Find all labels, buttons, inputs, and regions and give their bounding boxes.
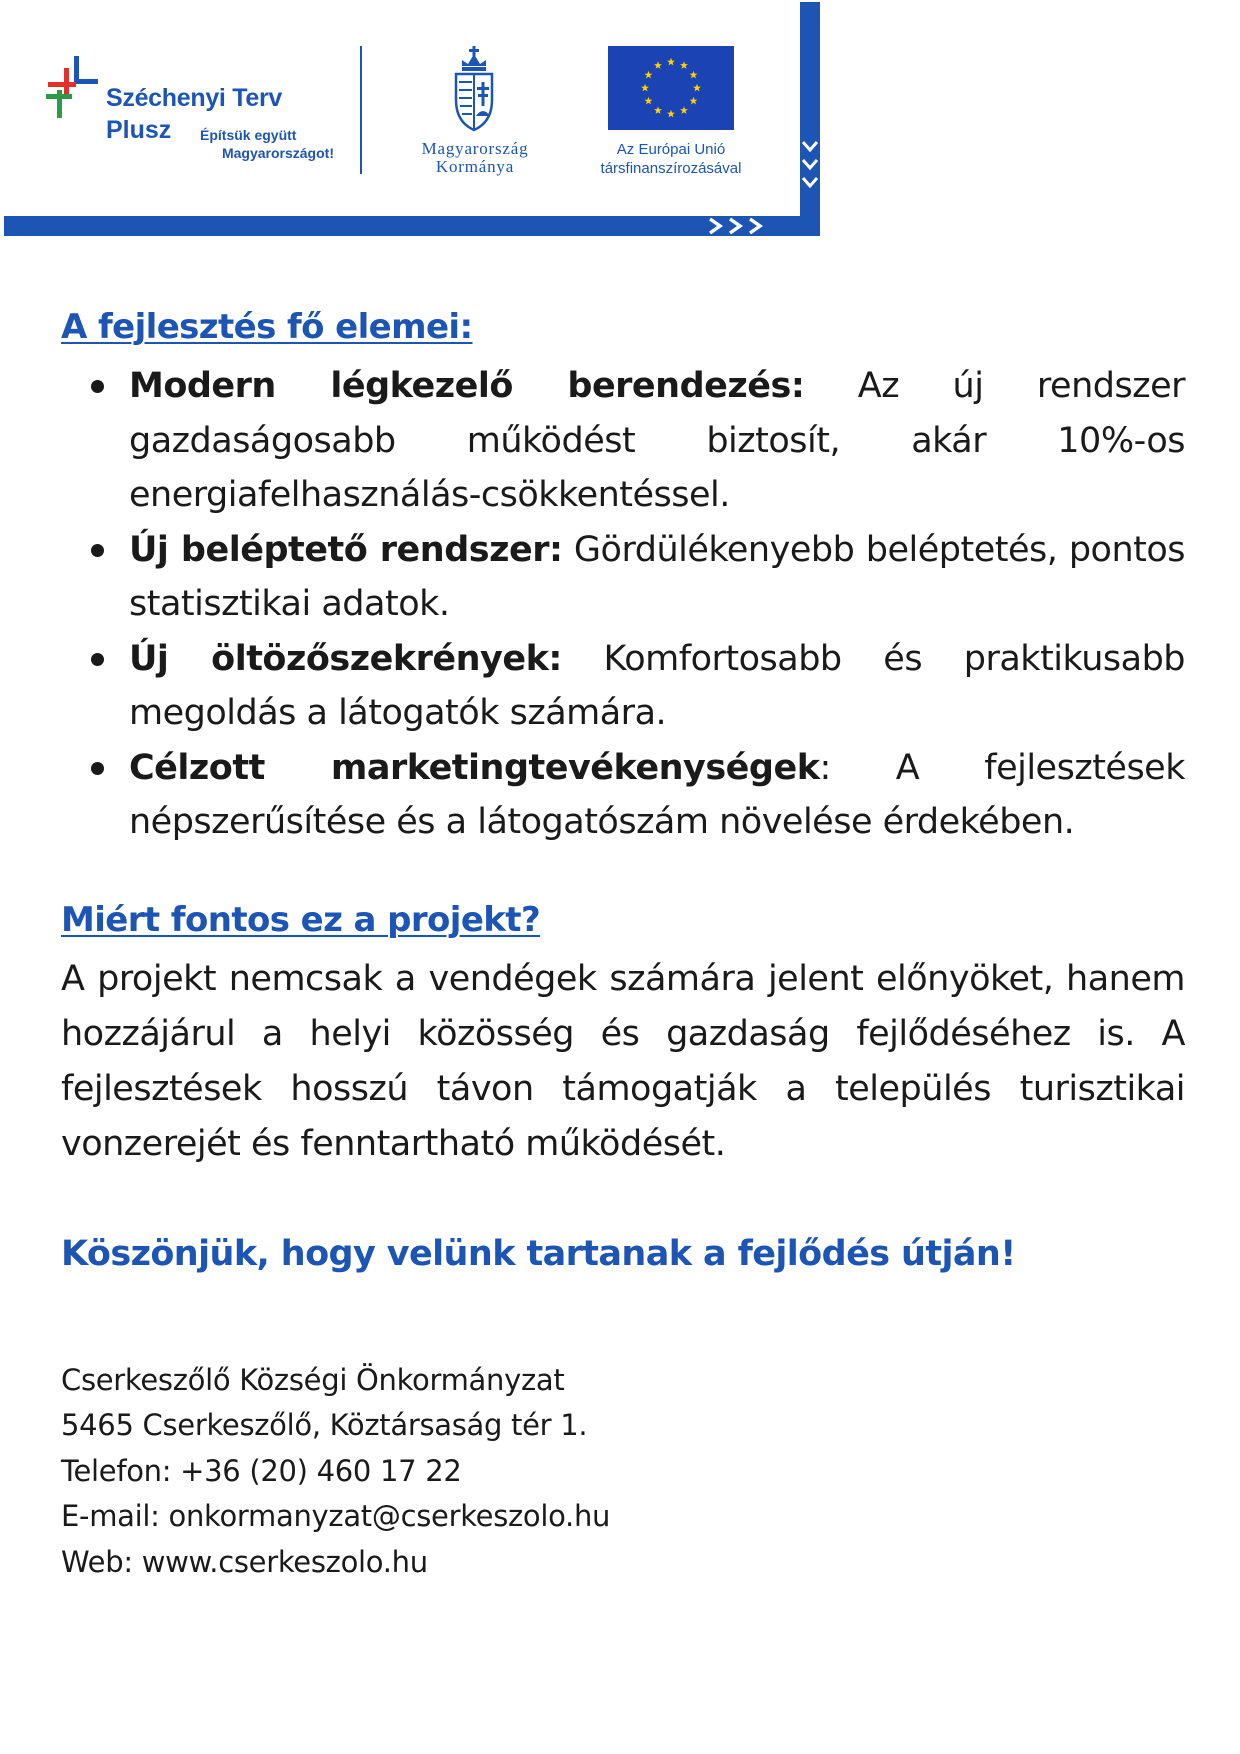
government-name (400, 140, 550, 176)
item-title: Új beléptető rendszer: (129, 529, 563, 570)
header-band-bottom (4, 216, 820, 236)
item-title: Új öltözőszekrények: (129, 638, 562, 679)
logo-divider (360, 46, 362, 174)
website: Web: www.cserkeszolo.hu (61, 1544, 428, 1579)
bullet-icon (91, 762, 104, 775)
slogan-line-2: Magyarországot! (221, 145, 334, 161)
email: E-mail: onkormanyzat@cserkeszolo.hu (61, 1499, 611, 1533)
list-item (61, 741, 1185, 850)
szechenyi-plus: Plusz (106, 116, 172, 144)
chevron-right-icon (706, 216, 776, 236)
eu-flag-icon (608, 46, 734, 130)
organization-name: Cserkeszőlő Községi Önkormányzat (61, 1362, 565, 1397)
header-band-right (800, 2, 820, 236)
government-logo (400, 44, 550, 184)
logo-header (4, 2, 820, 236)
elements-list (61, 359, 1185, 850)
szechenyi-slogan (194, 126, 334, 162)
phone: Telefon: +36 (20) 460 17 22 (61, 1453, 462, 1488)
item-title: Modern légkezelő berendezés: (129, 366, 805, 406)
eu-line-1: Az Európai Unió (616, 141, 726, 158)
bullet-icon (91, 653, 104, 666)
list-item (61, 632, 1185, 741)
list-item (61, 523, 1185, 632)
item-text: Komfortosabb és praktikusabb megoldás a látogatók számára. (129, 638, 1186, 733)
item-text: : A fejlesztések népszerűsítése és a látogatószám növelése érdekében. (129, 747, 1185, 842)
why-heading: Miért fontos ez a projekt? (61, 899, 541, 940)
main-content (61, 305, 1185, 1585)
chevron-down-icon (800, 140, 820, 196)
government-line-1: Magyarország (421, 139, 529, 158)
szechenyi-terv-logo (44, 54, 334, 164)
thanks-message: Köszönjük, hogy velünk tartanak a fejlődés útján! (61, 1233, 1016, 1274)
eu-cofinancing-text (582, 140, 760, 178)
item-text: Gördülékenyebb beléptetés, pontos statisztikai adatok. (129, 529, 1185, 624)
szechenyi-cross-icon (44, 54, 100, 122)
eu-logo (582, 46, 772, 186)
list-item (61, 359, 1185, 523)
item-text: Az új rendszer gazdaságosabb működést biztosít, akár 10%-os energiafelhasználás-csökkentéssel. (129, 366, 1185, 515)
elements-heading: A fejlesztés fő elemei: (61, 307, 473, 347)
szechenyi-title: Széchenyi Terv (106, 84, 282, 112)
government-line-2: Kormánya (435, 157, 515, 176)
eu-line-2: társfinanszírozásával (600, 160, 742, 177)
item-title: Célzott marketingtevékenységek (129, 747, 820, 788)
bullet-icon (91, 544, 104, 557)
contact-block (61, 1358, 1185, 1586)
hungarian-coat-of-arms-icon (452, 44, 496, 132)
slogan-line-1: Építsük együtt (200, 127, 297, 143)
bullet-icon (91, 380, 104, 393)
why-paragraph: A projekt nemcsak a vendégek számára jelent előnyöket, hanem hozzájárul a helyi közösség és gazdaság fejlődéséhez is. A fejlesztések hosszú távon támogatják a település turisztikai vonzerejét és fenntartható működését. (61, 958, 1185, 1164)
address: 5465 Cserkeszőlő, Köztársaság tér 1. (61, 1408, 588, 1442)
